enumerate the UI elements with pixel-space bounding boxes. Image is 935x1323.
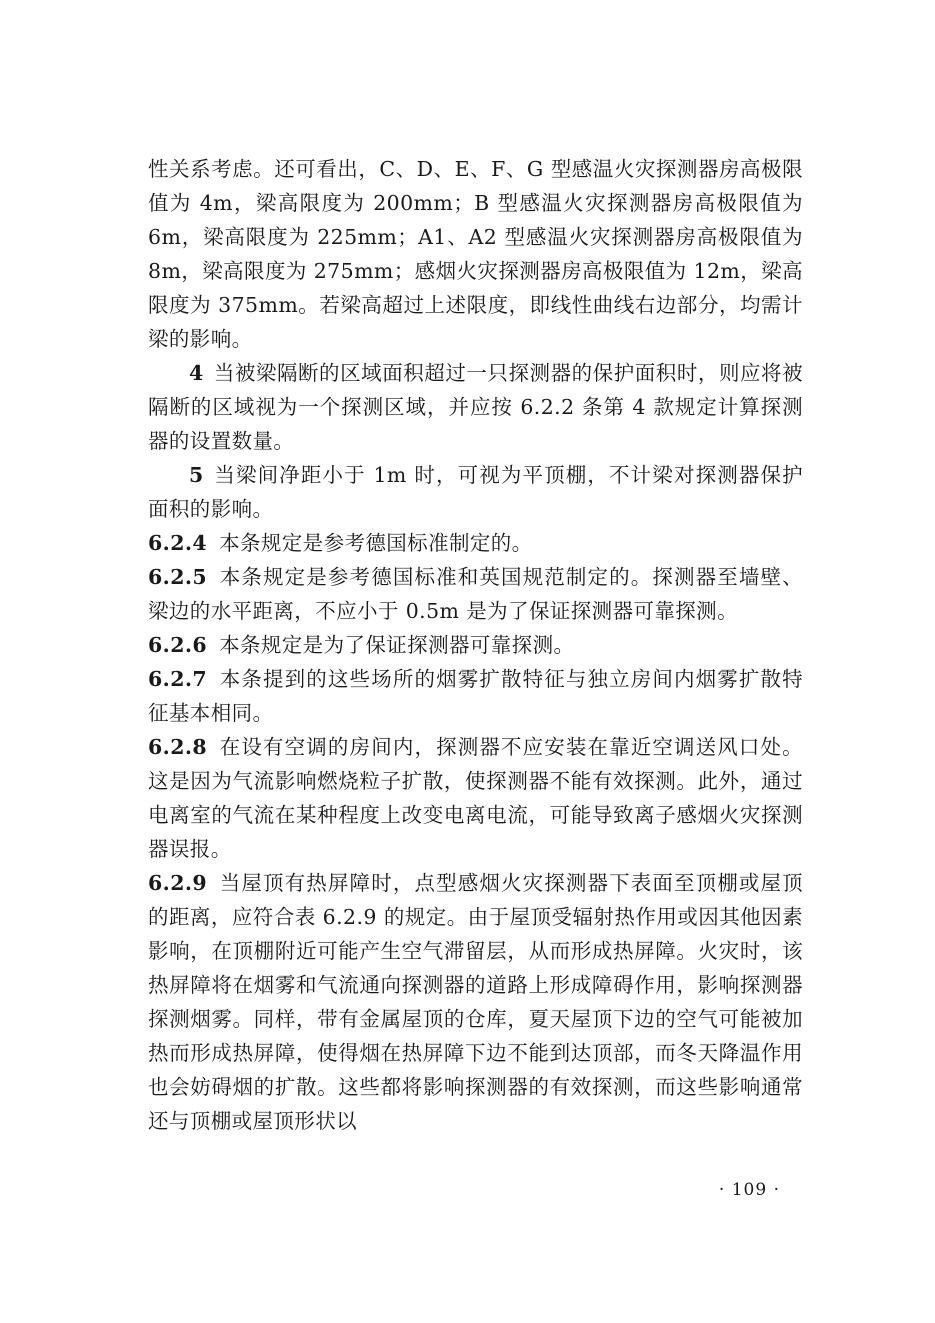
clause-number: 6.2.5: [148, 565, 208, 589]
list-item-text: 当梁间净距小于 1m 时，可视为平顶棚，不计梁对探测器保护面积的影响。: [148, 463, 803, 521]
clause-text: 本条规定是参考德国标准和英国规范制定的。探测器至墙壁、梁边的水平距离，不应小于 0.5m 是为了保证探测器可靠探测。: [148, 565, 803, 623]
page-number: · 109 ·: [718, 1180, 780, 1200]
clause-6-2-6: [148, 628, 803, 662]
clause-6-2-9: [148, 866, 803, 1138]
body-text: [148, 152, 803, 1138]
list-item-4: [148, 356, 803, 458]
list-item-5: [148, 458, 803, 526]
clause-6-2-7: [148, 662, 803, 730]
list-item-text: 当被梁隔断的区域面积超过一只探测器的保护面积时，则应将被隔断的区域视为一个探测区域，并应按 6.2.2 条第 4 款规定计算探测器的设置数量。: [148, 361, 803, 453]
clause-text: 当屋顶有热屏障时，点型感烟火灾探测器下表面至顶棚或屋顶的距离，应符合表 6.2.9 的规定。由于屋顶受辐射热作用或因其他因素影响，在顶棚附近可能产生空气滞留层，从而形成热屏障。火灾时，该热屏障将在烟雾和气流通向探测器的道路上形成障碍作用，影响探测器探测烟雾。同样，带有金属屋顶的仓库，夏天屋顶下边的空气可能被加热而形成热屏障，使得烟在热屏障下边不能到达顶部，而冬天降温作用也会妨碍烟的扩散。这些都将影响探测器的有效探测，而这些影响通常还与顶棚或屋顶形状以: [148, 871, 803, 1133]
clause-6-2-4: [148, 526, 803, 560]
clause-6-2-5: [148, 560, 803, 628]
list-item-number: 4: [189, 361, 204, 385]
clause-text: 本条提到的这些场所的烟雾扩散特征与独立房间内烟雾扩散特征基本相同。: [148, 667, 803, 725]
list-item-number: 5: [189, 463, 204, 487]
clause-number: 6.2.6: [148, 633, 208, 657]
clause-text: 在设有空调的房间内，探测器不应安装在靠近空调送风口处。这是因为气流影响燃烧粒子扩散，使探测器不能有效探测。此外，通过电离室的气流在某种程度上改变电离电流，可能导致离子感烟火灾探测器误报。: [148, 735, 803, 861]
clause-number: 6.2.9: [148, 871, 208, 895]
clause-number: 6.2.4: [148, 531, 208, 555]
paragraph-continuation: 性关系考虑。还可看出，C、D、E、F、G 型感温火灾探测器房高极限值为 4m，梁高限度为 200mm；B 型感温火灾探测器房高极限值为 6m，梁高限度为 225mm；A1、A2 型感温火灾探测器房高极限值为 8m，梁高限度为 275mm；感烟火灾探测器房高极限值为 12m，梁高限度为 375mm。若梁高超过上述限度，即线性曲线右边部分，均需计梁的影响。: [148, 157, 803, 351]
clause-text: 本条规定是参考德国标准制定的。: [219, 531, 533, 555]
clause-number: 6.2.8: [148, 735, 208, 759]
clause-text: 本条规定是为了保证探测器可靠探测。: [219, 633, 575, 657]
clause-6-2-8: [148, 730, 803, 866]
clause-number: 6.2.7: [148, 667, 208, 691]
